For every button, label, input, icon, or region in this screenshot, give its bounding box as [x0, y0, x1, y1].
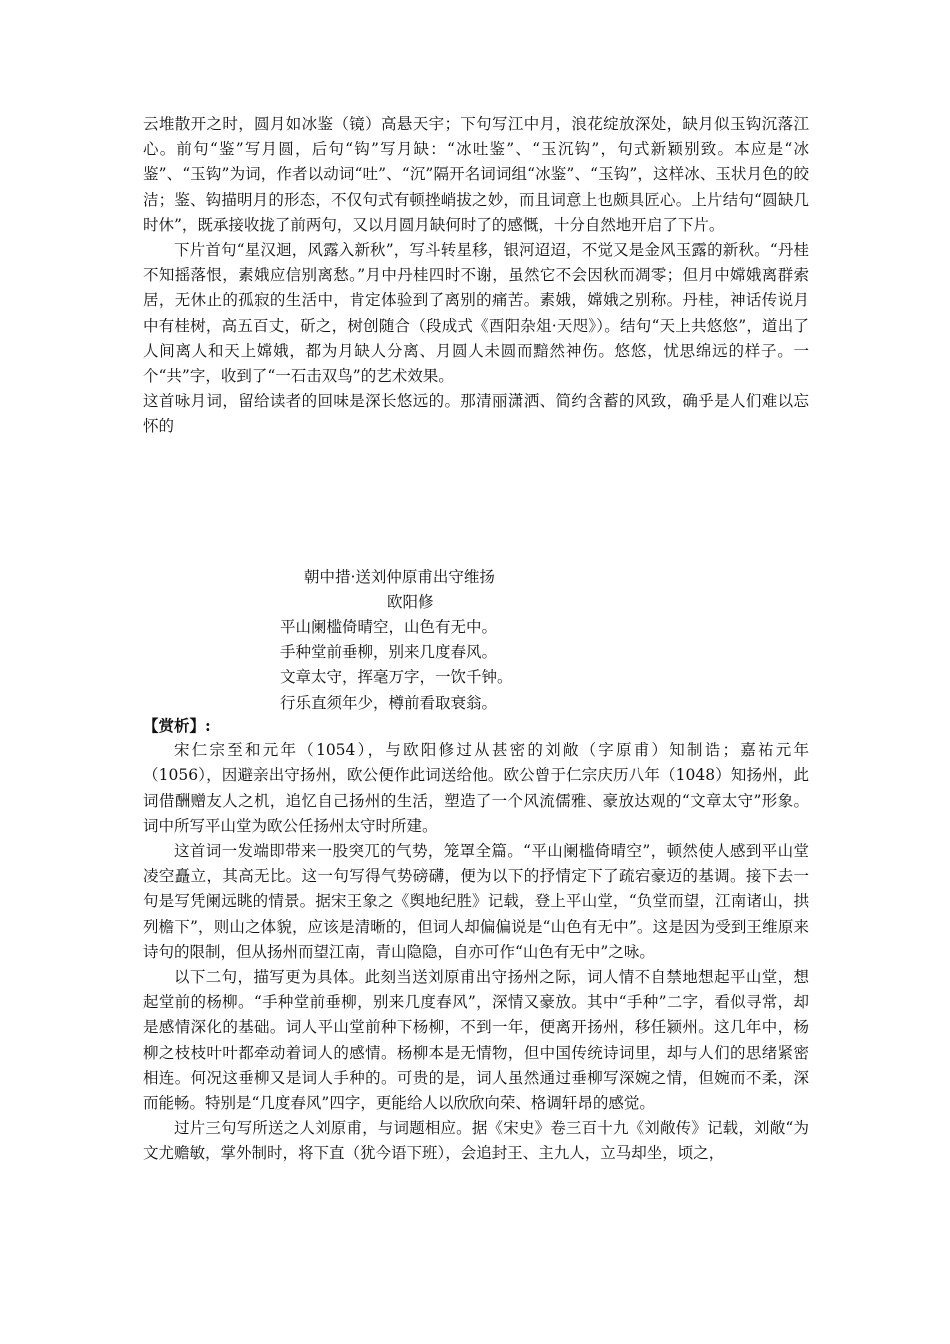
analysis-section — [143, 713, 809, 1167]
top-commentary — [143, 112, 809, 440]
analysis-paragraph: 以下二句，描写更为具体。此刻当送刘原甫出守扬州之际，词人情不自禁地想起平山堂，想起堂前的杨柳。“手种堂前垂柳，别来几度春风”，深情又豪放。其中“手种”二字，看似寻常，却是感情深化的基础。词人平山堂前种下杨柳，不到一年，便离开扬州，移任颍州。这几年中，杨柳之枝枝叶叶都牵动着词人的感情。杨柳本是无情物，但中国传统诗词里，却与人们的思绪紧密相连。何况这垂柳又是词人手种的。可贵的是，词人虽然通过垂柳写深婉之情，但婉而不柔，深而能畅。特别是“几度春风”四字，更能给人以欣欣向荣、格调轩昂的感觉。 — [143, 968, 809, 1113]
poem-line: 文章太守，挥毫万字，一饮千钟。 — [280, 668, 513, 687]
analysis-paragraph: 这首词一发端即带来一股突兀的气势，笼罩全篇。“平山阑槛倚晴空”，顿然使人感到平山堂凌空矗立，其高无比。这一句写得气势磅礴，便为以下的抒情定下了疏宕豪迈的基调。接下去一句是写凭阑远眺的情景。据宋王象之《舆地纪胜》记载，登上平山堂，“负堂而望，江南诸山，拱列檐下”，则山之体貌，应该是清晰的，但词人却偏偏说是“山色有无中”。这是因为受到王维原来诗句的限制，但从扬州而望江南，青山隐隐，自亦可作“山色有无中”之咏。 — [143, 842, 809, 961]
poem-author: 欧阳修 — [387, 593, 434, 611]
commentary-paragraph: 下片首句“星汉迴，风露入新秋”，写斗转星移，银河迢迢，不觉又是金风玉露的新秋。“丹桂不知摇落恨，素娥应信别离愁。”月中丹桂四时不谢，虽然它不会因秋而凋零；但月中嫦娥离群索居，无休止的孤寂的生活中，肯定体验到了离别的痛苦。素娥，嫦娥之别称。丹桂，神话传说月中有桂树，高五百丈，斫之，树创随合（段成式《酉阳杂俎·天咫》）。结句“天上共悠悠”，道出了人间离人和天上嫦娥，都为月缺人分离、月圆人未圆而黯然神伤。悠悠，忧思绵远的样子。一个“共”字，收到了“一石击双鸟”的艺术效果。 — [143, 241, 809, 386]
poem-title: 朝中措·送刘仲原甫出守维扬 — [304, 568, 495, 586]
analysis-paragraph: 宋仁宗至和元年（1054），与欧阳修过从甚密的刘敞（字原甫）知制诰；嘉祐元年（1056），因避亲出守扬州，欧公便作此词送给他。欧公曾于仁宗庆历八年（1048）知扬州，此词借酬赠友人之机，追忆自己扬州的生活，塑造了一个风流儒雅、豪放达观的“文章太守”形象。词中所写平山堂为欧公任扬州太守时所建。 — [143, 741, 809, 835]
analysis-heading: 【赏析】: — [143, 716, 211, 735]
poem-body — [280, 615, 513, 716]
poem-line: 手种堂前垂柳，别来几度春风。 — [280, 643, 498, 662]
commentary-paragraph: 这首咏月词，留给读者的回味是深长悠远的。那清丽潇洒、简约含蓄的风致，确乎是人们难以忘怀的 — [143, 392, 809, 436]
poem-line: 行乐直须年少，樽前看取衰翁。 — [280, 693, 498, 712]
commentary-paragraph: 云堆散开之时，圆月如冰鉴（镜）高悬天宇；下句写江中月，浪花绽放深处，缺月似玉钩沉落江心。前句“鉴”写月圆，后句“钩”写月缺：“冰吐鉴”、“玉沉钩”，句式新颖别致。本应是“冰鉴”、“玉钩”为词，作者以动词“吐”、“沉”隔开名词词组“冰鉴”、“玉钩”，这样冰、玉状月色的皎洁；鉴、钩描明月的形态，不仅句式有顿挫峭拔之妙，而且词意上也颇具匠心。上片结句“圆缺几时休”，既承接收拢了前两句，又以月圆月缺何时了的感慨，十分自然地开启了下片。 — [143, 115, 809, 234]
poem-line: 平山阑槛倚晴空，山色有无中。 — [280, 618, 498, 636]
analysis-paragraph: 过片三句写所送之人刘原甫，与词题相应。据《宋史》卷三百十九《刘敞传》记载，刘敞“为文尤赡敏，掌外制时，将下直（犹今语下班），会追封王、主九人，立马却坐，顷之， — [143, 1119, 809, 1163]
